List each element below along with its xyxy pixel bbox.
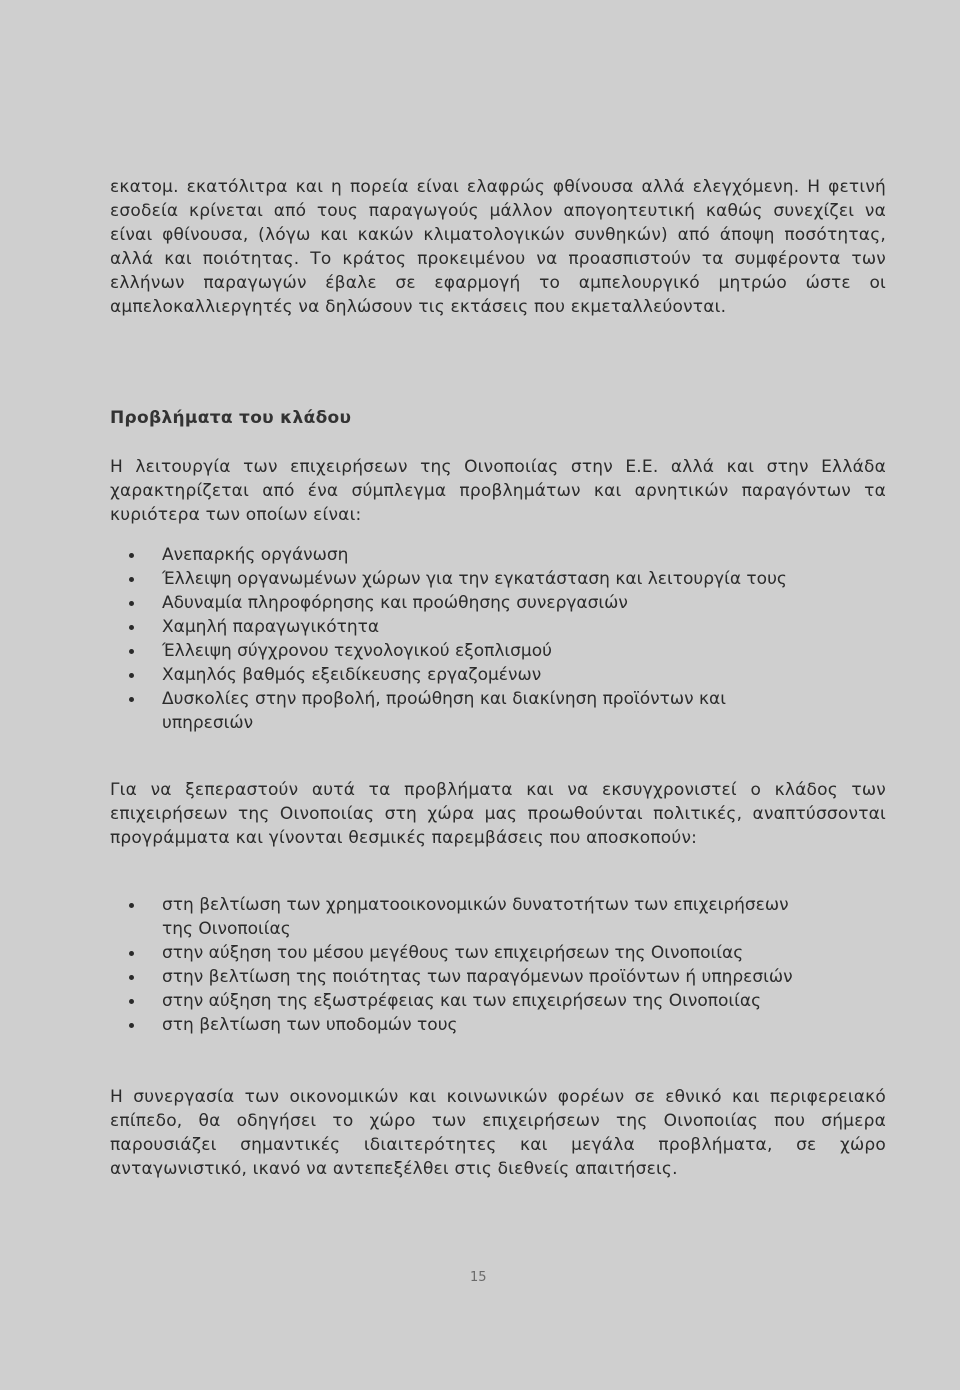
list-item: στην αύξηση της εξωστρέφειας και των επιχειρήσεων της Οινοποιίας (110, 989, 886, 1013)
list-item: Δυσκολίες στην προβολή, προώθηση και διακίνηση προϊόντων και υπηρεσιών (110, 687, 886, 735)
bullet-icon (129, 951, 134, 956)
list-item: Έλλειψη οργανωμένων χώρων για την εγκατάσταση και λειτουργία τους (110, 567, 886, 591)
bullet-icon (129, 577, 134, 582)
bullet-icon (129, 1023, 134, 1028)
bullet-icon (129, 601, 134, 606)
bullet-icon (129, 975, 134, 980)
list-item: Έλλειψη σύγχρονου τεχνολογικού εξοπλισμού (110, 639, 886, 663)
list-item: στην αύξηση του μέσου μεγέθους των επιχειρήσεων της Οινοποιίας (110, 941, 886, 965)
bullet-icon (129, 903, 134, 908)
problems-list (110, 543, 886, 735)
paragraph-policies-intro: Για να ξεπεραστούν αυτά τα προβλήματα και να εκσυγχρονιστεί ο κλάδος των επιχειρήσεων της Οινοποιίας στη χώρα μας προωθούνται πολιτικές, αναπτύσσονται προγράμματα και γίνονται θεσμικές παρεμβάσεις που αποσκοπούν: (110, 780, 886, 848)
paragraph-problems-intro: Η λειτουργία των επιχειρήσεων της Οινοποιίας στην Ε.Ε. αλλά και στην Ελλάδα χαρακτηρίζεται από ένα σύμπλεγμα προβλημάτων και αρνητικών παραγόντων τα κυριότερα των οποίων είναι: (110, 457, 886, 525)
bullet-icon (129, 697, 134, 702)
list-item: Αδυναμία πληροφόρησης και προώθησης συνεργασιών (110, 591, 886, 615)
list-item: Χαμηλή παραγωγικότητα (110, 615, 886, 639)
list-item: Ανεπαρκής οργάνωση (110, 543, 886, 567)
section-heading: Προβλήματα του κλάδου (110, 408, 352, 428)
page-number: 15 (470, 1270, 487, 1285)
paragraph-cooperation: Η συνεργασία των οικονομικών και κοινωνικών φορέων σε εθνικό και περιφερειακό επίπεδο, θα οδηγήσει το χώρο των επιχειρήσεων της Οινοποιίας που σήμερα παρουσιάζει σημαντικές ιδιαιτερότητες και μεγάλα προβλήματα, σε χώρο ανταγωνιστικό, ικανό να αντεπεξέλθει στις διεθνείς απαιτήσεις. (110, 1087, 886, 1179)
list-item: Χαμηλός βαθμός εξειδίκευσης εργαζομένων (110, 663, 886, 687)
bullet-icon (129, 553, 134, 558)
bullet-icon (129, 625, 134, 630)
bullet-icon (129, 999, 134, 1004)
goals-list (110, 893, 886, 1037)
list-item: στη βελτίωση των υποδομών τους (110, 1013, 886, 1037)
list-item: στη βελτίωση των χρηματοοικονομικών δυνατοτήτων των επιχειρήσεων της Οινοποιίας (110, 893, 886, 941)
bullet-icon (129, 673, 134, 678)
bullet-icon (129, 649, 134, 654)
paragraph-production-trend: εκατομ. εκατόλιτρα και η πορεία είναι ελαφρώς φθίνουσα αλλά ελεγχόμενη. Η φετινή εσοδεία κρίνεται από τους παραγωγούς μάλλον απογοητευτική καθώς συνεχίζει να είναι φθίνουσα, (λόγω και κακών κλιματολογικών συνθηκών) από άποψη ποσότητας, αλλά και ποιότητας. Το κράτος προκειμένου να προασπιστούν τα συμφέροντα των ελλήνων παραγωγών έβαλε σε εφαρμογή το αμπελουργικό μητρώο ώστε οι αμπελοκαλλιεργητές να δηλώσουν τις εκτάσεις που εκμεταλλεύονται. (110, 177, 886, 317)
list-item: στην βελτίωση της ποιότητας των παραγόμενων προϊόντων ή υπηρεσιών (110, 965, 886, 989)
